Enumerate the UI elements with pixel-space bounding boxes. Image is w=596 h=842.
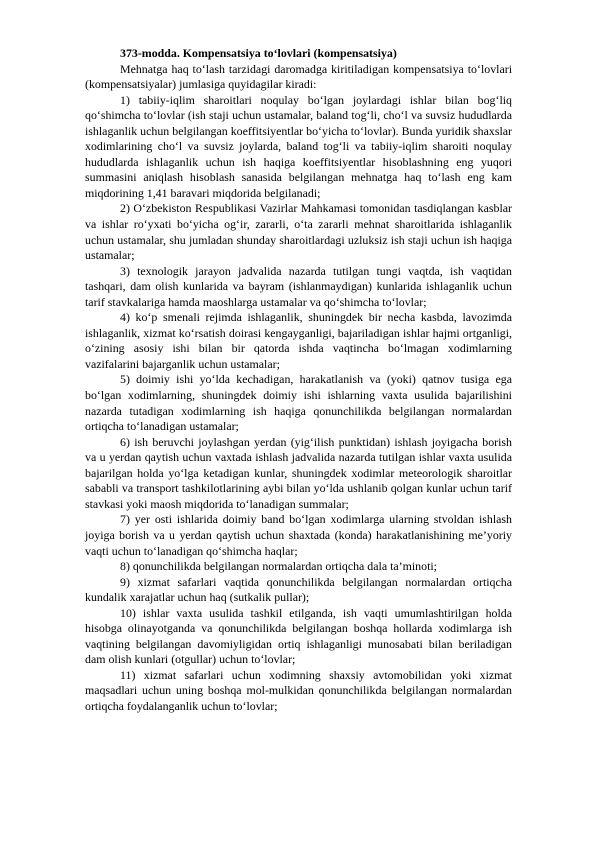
list-item-2: 2) O‘zbekiston Respublikasi Vazirlar Mahkamasi tomonidan tasdiqlangan kasblar va ishlar ro‘yxati bo‘yicha og‘ir, zararli, o‘ta zararli mehnat sharoitlarida ishlaganlik uchun ustamalar, shu jumladan shunday sharoitlardagi uzluksiz ish staji uchun ish haqiga ustamalar; xyxy=(85,201,512,263)
list-item-4: 4) ko‘p smenali rejimda ishlaganlik, shuningdek bir necha kasbda, lavozimda ishlaganlik, xizmat ko‘rsatish doirasi kengayganligi, bajariladigan ishlar hajmi ortganligi, o‘zining asosiy ishi bilan bir qatorda ishda vaqtincha bo‘lmagan xodimlarning vazifalarini bajarganlik uchun ustamalar; xyxy=(85,310,512,371)
intro-paragraph: Mehnatga haq to‘lash tarzidagi daromadga kiritiladigan kompensatsiya to‘lovlari (kompensatsiyalar) jumlasiga quyidagilar kiradi: xyxy=(85,61,512,92)
list-item-11: 11) xizmat safarlari uchun xodimning shaxsiy avtomobilidan yoki xizmat maqsadlari uchun uning boshqa mol-mulkidan qonunchilikda belgilangan normalardan ortiqcha foydalanganlik uchun to‘lovlar; xyxy=(85,667,512,713)
list-item-3: 3) texnologik jarayon jadvalida nazarda tutilgan tungi vaqtda, ish vaqtidan tashqari, dam olish kunlarida va bayram (ishlanmaydigan) kunlarida ishlaganlik uchun tarif stavkalariga hamda maoshlarga ustamalar va qo‘shimcha to‘lovlar; xyxy=(85,263,512,309)
article-heading: 373-modda. Kompensatsiya to‘lovlari (kompensatsiya) xyxy=(120,46,397,60)
list-item-9: 9) xizmat safarlari vaqtida qonunchilikda belgilangan normalardan ortiqcha kundalik xarajatlar uchun haq (sutkalik pullar); xyxy=(85,574,512,605)
list-item-1: 1) tabiiy-iqlim sharoitlari noqulay bo‘lgan joylardagi ishlar bilan bog‘liq qo‘shimcha to‘lovlar (ish staji uchun ustamalar, baland tog‘li, cho‘l va suvsiz hududlarda ishlaganlik uchun belgilangan koeffitsiyentlar bo‘yicha to‘lovlar). Bunda yuridik shaxslar xodimlarining cho‘l va suvsiz joylarda, baland tog‘li va tabiiy-iqlim sharoiti noqulay hududlarda ishlaganlik uchun ish haqiga koeffitsiyentlar hisoblashning eng yuqori summasini aniqlash hisoblash sanasida belgilangan mehnatga haq to‘lash eng kam miqdorining 1,41 baravari miqdorida belgilanadi; xyxy=(85,92,512,200)
document-page xyxy=(85,46,512,715)
list-item-7: 7) yer osti ishlarida doimiy band bo‘lgan xodimlarga ularning stvoldan ishlash joyiga borish va u yerdan qaytish uchun shaxtada (konda) harakatlanishining me’yoriy vaqti uchun to‘lanadigan qo‘shimcha haqlar; xyxy=(85,512,512,558)
list-item-8: 8) qonunchilikda belgilangan normalardan ortiqcha dala ta’minoti; xyxy=(120,559,437,574)
list-item-10: 10) ishlar vaxta usulida tashkil etilganda, ish vaqti umumlashtirilgan holda hisobga olinayotganda va qonunchilikda belgilangan boshqa hollarda xodimlarga ish vaqtining belgilangan davomiyligidan ortiq ishlaganligi munosabati bilan beriladigan dam olish kunlari (otgullar) uchun to‘lovlar; xyxy=(85,605,512,667)
list-item-5: 5) doimiy ishi yo‘lda kechadigan, harakatlanish va (yoki) qatnov tusiga ega bo‘lgan xodimlarning, shuningdek doimiy ishi ishlarning vaxta usulida bajarilishini nazarda tutadigan xodimlarning ish haqiga qonunchilikda belgilangan normalardan ortiqcha to‘lanadigan ustamalar; xyxy=(85,372,512,434)
list-item-6: 6) ish beruvchi joylashgan yerdan (yig‘ilish punktidan) ishlash joyigacha borish va u yerdan qaytish uchun vaxtada ishlash jadvalida nazarda tutilgan ishlar vaxta usulida bajarilgan holda yo‘lga ketadigan kunlar, shuningdek xodimlar meteorologik sharoitlar sababli va transport tashkilotlarining aybi bilan yo‘lda ushlanib qolgan kunlar uchun tarif stavkasi yoki maosh miqdorida to‘lanadigan summalar; xyxy=(85,434,512,511)
